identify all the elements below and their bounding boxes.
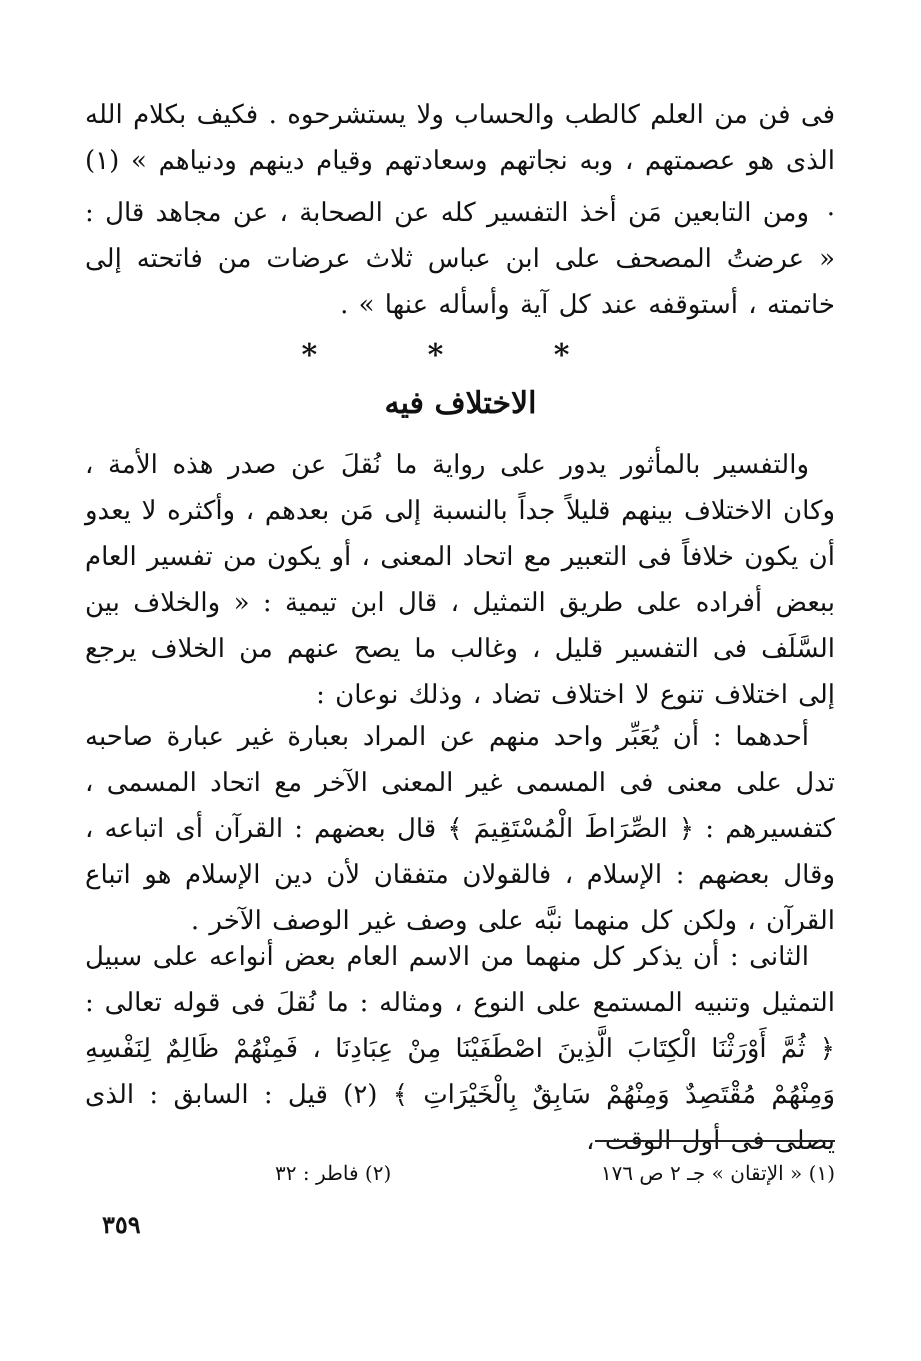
section-paragraph-3: الثانى : أن يذكر كل منهما من الاسم العام بعض أنواعه على سبيل التمثيل وتنبيه المستمع على النوع ، ومثاله : ما نُقلَ فى قوله تعالى : ﴿ ثُمَّ أَوْرَثْنَا الْكِتَابَ الَّذِينَ اصْطَفَيْنَا مِنْ عِبَادِنَا ، فَمِنْهُمْ ظَالِمٌ لِنَفْسِهِ وَمِنْهُمْ مُقْتَصِدٌ وَمِنْهُمْ سَابِقٌ بِالْخَيْرَاتِ ﴾ (٢) قيل : السابق : الذى يصلى فى أول الوقت ، — [85, 942, 836, 1156]
footnote-1: (١) « الإتقان » جـ ٢ ص ١٧٦ — [600, 1161, 835, 1185]
section-divider-stars: * * * — [301, 338, 620, 373]
mujahid-text-block — [85, 190, 835, 328]
footnotes — [275, 1158, 835, 1188]
section-paragraph-1: والتفسير بالمأثور يدور على رواية ما نُقلَ عن صدر هذه الأمة ، وكان الاختلاف بينهم قليلاً جداً بالنسبة إلى مَن بعدهم ، وأكثره لا يعدو أن يكون خلافاً فى التعبير مع اتحاد المعنى ، أو يكون من تفسير العام ببعض أفراده على طريق التمثيل ، قال ابن تيمية : « والخلاف بين السَّلَف فى التفسير قليل ، وغالب ما يصح عنهم من الخلاف يرجع إلى اختلاف تنوع لا اختلاف تضاد ، وذلك نوعان : — [85, 450, 835, 710]
section-body-block-1 — [85, 442, 835, 718]
section-body-block-2 — [85, 714, 835, 944]
footnote-divider-rule — [595, 1140, 835, 1142]
section-paragraph-2: أحدهما : أن يُعَبِّر واحد منهم عن المراد بعبارة غير عبارة صاحبه تدل على معنى فى المسمى غير المعنى الآخر مع اتحاد المسمى ، كتفسيرهم : ﴿ الصِّرَاطَ الْمُسْتَقِيمَ ﴾ قال بعضهم : القرآن أى اتباعه ، وقال بعضهم : الإسلام ، فالقولان متفقان لأن دين الإسلام هو اتباع القرآن ، ولكن كل منهما نبَّه على وصف غير الوصف الآخر . — [85, 722, 835, 936]
section-heading: الاختلاف فيه — [384, 386, 537, 421]
mujahid-paragraph: ومن التابعين مَن أخذ التفسير كله عن الصحابة ، عن مجاهد قال : « عرضتُ المصحف على ابن عباس ثلاث عرضات من فاتحته إلى خاتمته ، أستوقفه عند كل آية وأسأله عنها » . — [85, 198, 835, 320]
footnote-2: (٢) فاطر : ٣٢ — [275, 1161, 392, 1185]
opening-paragraph: فى فن من العلم كالطب والحساب ولا يستشرحوه . فكيف بكلام الله الذى هو عصمتهم ، وبه نجاتهم وسعادتهم وقيام دينهم ودنياهم » (١) . — [85, 100, 835, 222]
page-number: ٣٥٩ — [102, 1210, 141, 1239]
section-body-block-3 — [85, 934, 835, 1164]
